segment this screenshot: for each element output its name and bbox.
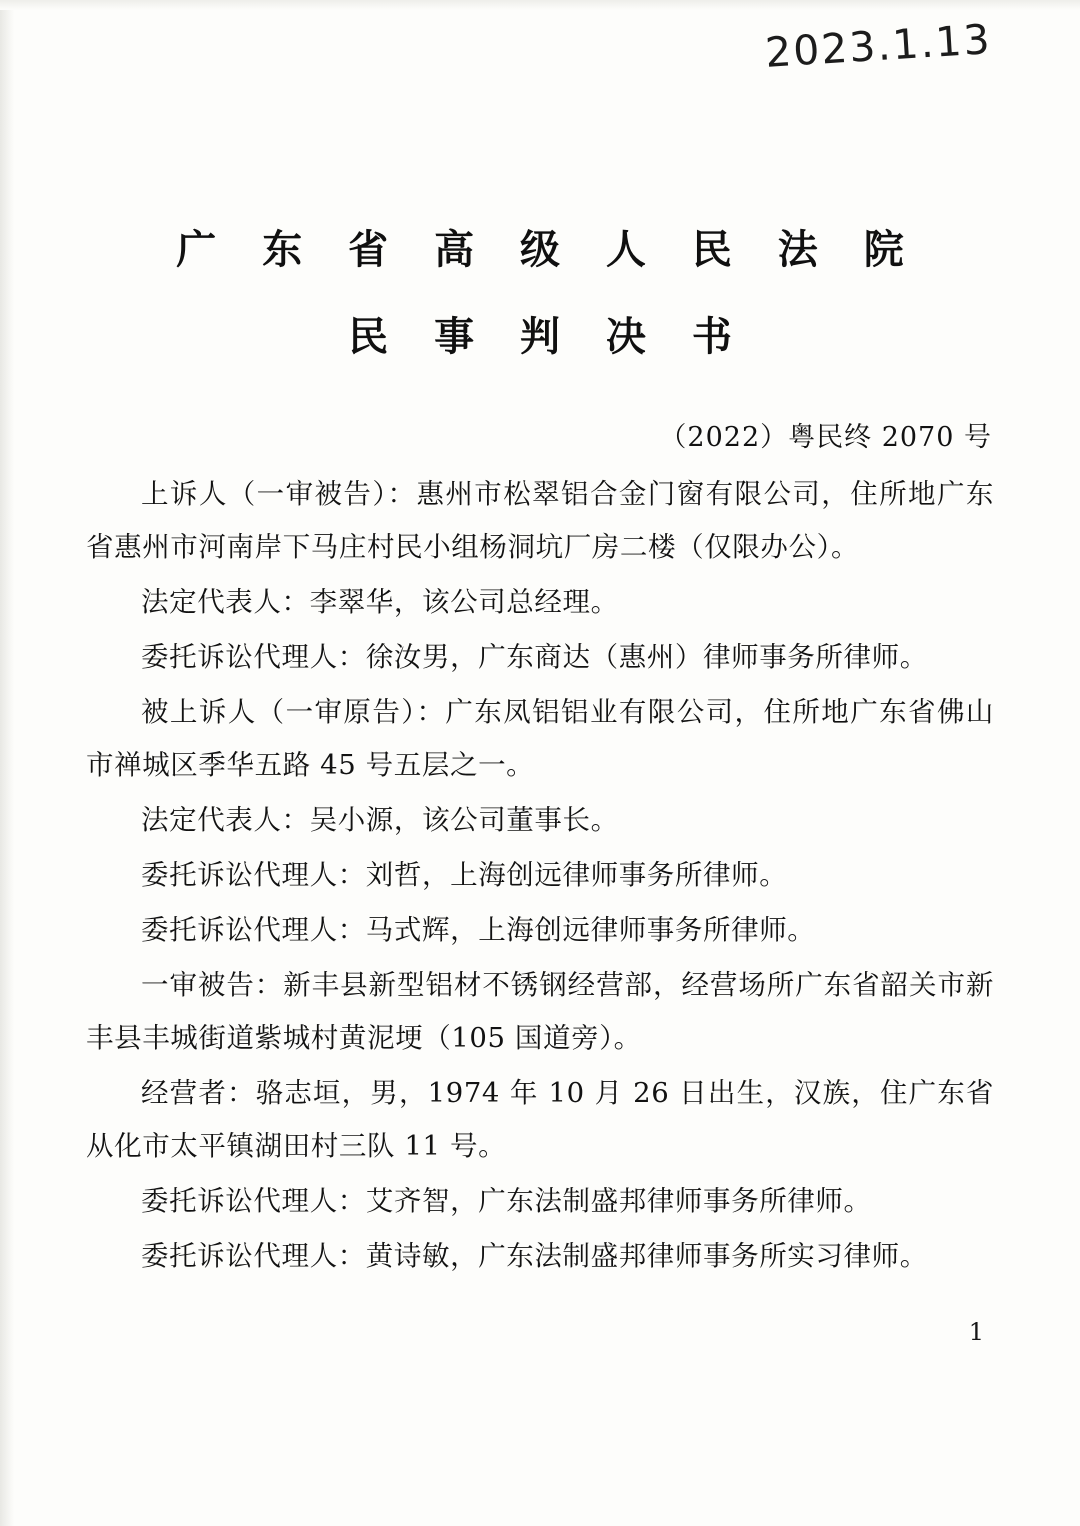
scan-edge-top: [0, 0, 1080, 10]
paragraph: 法定代表人：吴小源，该公司董事长。: [141, 804, 619, 836]
page-number: 1: [968, 1318, 984, 1346]
document-type-subtitle: 民 事 判 决 书: [348, 313, 748, 360]
paragraph: 法定代表人：李翠华，该公司总经理。: [141, 586, 619, 618]
case-number: （2022）粤民终 2070 号: [659, 422, 992, 453]
paragraph: 委托诉讼代理人：马式辉，上海创远律师事务所律师。: [141, 914, 816, 946]
paragraph: 委托诉讼代理人：徐汝男，广东商达（惠州）律师事务所律师。: [141, 641, 928, 673]
document-body: [86, 468, 994, 1285]
paragraph: 上诉人（一审被告）：惠州市松翠铝合金门窗有限公司，住所地广东省惠州市河南岸下马庄村民小组杨洞坑厂房二楼（仅限办公）。: [86, 478, 994, 563]
paragraph: 经营者：骆志垣，男，1974 年 10 月 26 日出生，汉族，住广东省从化市太平镇湖田村三队 11 号。: [86, 1077, 994, 1162]
handwritten-date-annotation: 2023.1.13: [764, 15, 994, 77]
paragraph: 被上诉人（一审原告）：广东凤铝铝业有限公司，住所地广东省佛山市禅城区季华五路 45 号五层之一。: [86, 696, 994, 781]
paragraph: 委托诉讼代理人：刘哲，上海创远律师事务所律师。: [141, 859, 788, 891]
paragraph: 委托诉讼代理人：黄诗敏，广东法制盛邦律师事务所实习律师。: [141, 1240, 928, 1272]
paragraph: 一审被告：新丰县新型铝材不锈钢经营部，经营场所广东省韶关市新丰县丰城街道紫城村黄泥埂（105 国道旁）。: [86, 969, 994, 1054]
paragraph: 委托诉讼代理人：艾齐智，广东法制盛邦律师事务所律师。: [141, 1185, 872, 1217]
court-name-title: 广 东 省 高 级 人 民 法 院: [176, 226, 920, 273]
